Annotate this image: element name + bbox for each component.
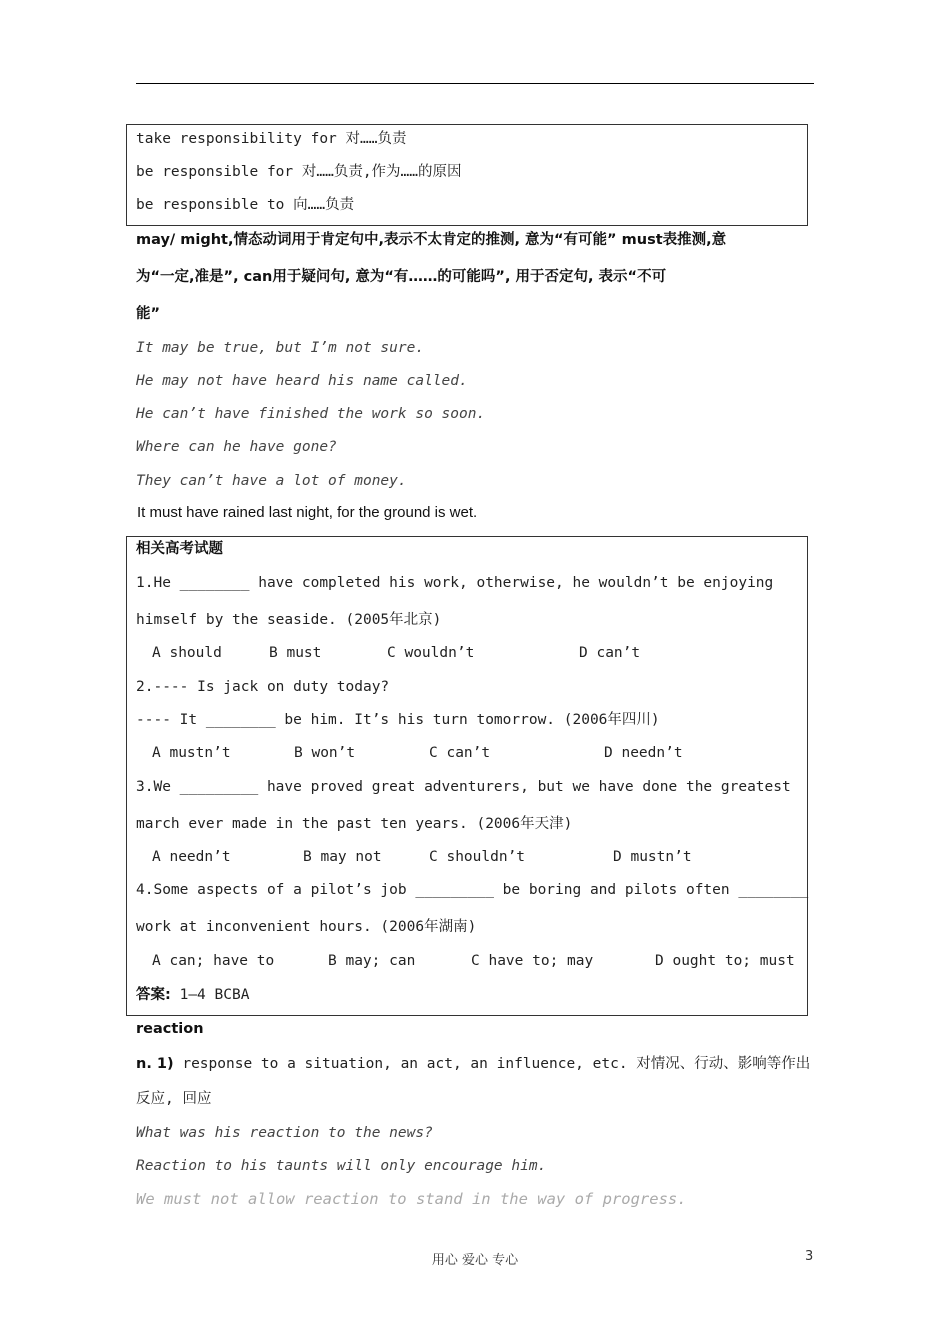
footer-motto: 用心 爱心 专心 — [431, 1253, 519, 1268]
example-sentence: Reaction to his taunts will only encourage him. — [136, 1158, 547, 1174]
example-sentence: What was his reaction to the news? — [136, 1125, 433, 1141]
answer-value: 1—4 BCBA — [179, 987, 250, 1003]
example-sentence: He may not have heard his name called. — [136, 373, 468, 389]
question-1-line: himself by the seaside. (2005年北京) — [136, 612, 442, 628]
definition-line: 反应, 回应 — [136, 1091, 212, 1107]
question-1-option: B must — [269, 645, 322, 661]
question-2-option: D needn’t — [604, 745, 683, 761]
question-2-line: 2.---- Is jack on duty today? — [136, 679, 390, 695]
phrase-line: be responsible to 向……负责 — [136, 197, 355, 213]
example-sentence: Where can he have gone? — [136, 439, 337, 455]
question-3-option: D mustn’t — [613, 849, 692, 865]
definition-line — [136, 1053, 810, 1074]
modal-explanation-line: 能” — [136, 306, 161, 322]
question-4-option: C have to; may — [471, 953, 594, 969]
question-3-line: march ever made in the past ten years. (2006年天津) — [136, 816, 573, 832]
answer-line — [136, 984, 249, 1005]
modal-explanation-line: may/ might,情态动词用于肯定句中,表示不太肯定的推测, 意为“有可能” must表推测,意 — [136, 232, 727, 248]
definition-text: response to a situation, an act, an influence, etc. 对情况、行动、影响等作出 — [173, 1056, 811, 1072]
question-3-option: B may not — [303, 849, 382, 865]
page-number: 3 — [805, 1249, 814, 1264]
question-2-option: B won’t — [294, 745, 356, 761]
question-4-line: 4.Some aspects of a pilot’s job _________ be boring and pilots often ________ — [136, 882, 809, 898]
question-1-option: D can’t — [579, 645, 641, 661]
modal-explanation-line: 为“一定,准是”, can用于疑问句, 意为“有……的可能吗”, 用于否定句, 表示“不可 — [136, 269, 667, 285]
question-4-line: work at inconvenient hours. (2006年湖南) — [136, 919, 477, 935]
question-1-option: A should — [152, 645, 222, 661]
exam-questions-box — [126, 536, 808, 1016]
question-3-option: C shouldn’t — [429, 849, 526, 865]
vocab-headword: reaction — [136, 1021, 204, 1037]
example-sentence: They can’t have a lot of money. — [136, 473, 407, 489]
exam-title: 相关高考试题 — [136, 541, 223, 557]
question-2-line: ---- It ________ be him. It’s his turn tomorrow. (2006年四川) — [136, 712, 660, 728]
question-2-option: A mustn’t — [152, 745, 231, 761]
example-sentence: It must have rained last night, for the ground is wet. — [137, 504, 478, 521]
question-1-option: C wouldn’t — [387, 645, 475, 661]
phrase-line: take responsibility for 对……负责 — [136, 131, 407, 147]
example-sentence-faded: We must not allow reaction to stand in the way of progress. — [136, 1190, 687, 1208]
question-3-option: A needn’t — [152, 849, 231, 865]
question-4-option: D ought to; must — [655, 953, 795, 969]
question-2-option: C can’t — [429, 745, 491, 761]
question-4-option: A can; have to — [152, 953, 275, 969]
answer-label: 答案: — [136, 987, 171, 1003]
question-4-option: B may; can — [328, 953, 416, 969]
definition-label: n. 1) — [136, 1056, 174, 1072]
header-rule — [136, 83, 814, 84]
phrase-line: be responsible for 对……负责,作为……的原因 — [136, 164, 462, 180]
question-1-line: 1.He ________ have completed his work, otherwise, he wouldn’t be enjoying — [136, 575, 774, 591]
example-sentence: It may be true, but I’m not sure. — [136, 340, 425, 356]
example-sentence: He can’t have finished the work so soon. — [136, 406, 486, 422]
question-3-line: 3.We _________ have proved great adventurers, but we have done the greatest — [136, 779, 791, 795]
